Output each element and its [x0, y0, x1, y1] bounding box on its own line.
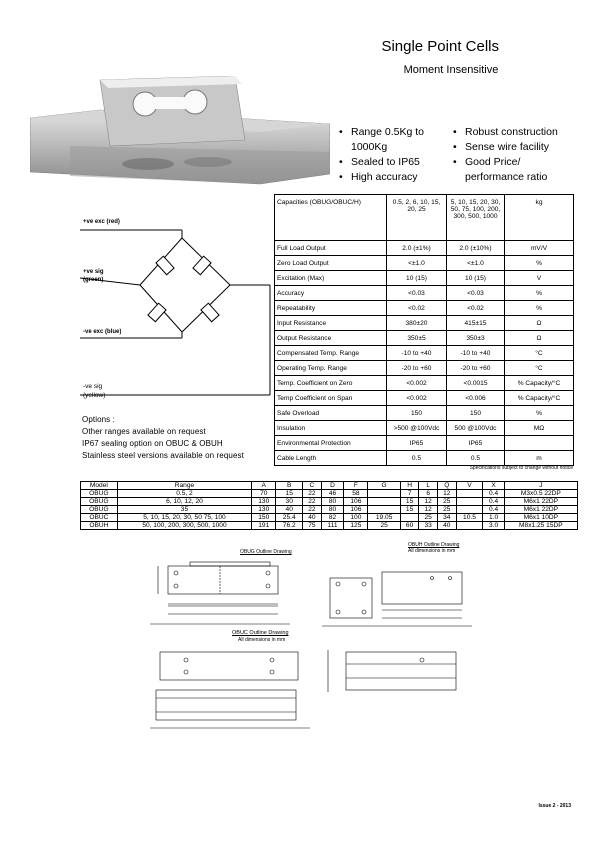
spec-cell-unit: mV/V: [505, 241, 574, 256]
model-header-cell: Range: [117, 482, 251, 490]
model-cell: 46: [321, 490, 344, 498]
model-header-cell: F: [344, 482, 368, 490]
page-subtitle: Moment Insensitive: [403, 64, 499, 76]
spec-cell-v1: 350±5: [387, 331, 447, 346]
spec-cell-v1: <±1.0: [387, 256, 447, 271]
model-header-cell: Model: [81, 482, 118, 490]
model-cell: 15: [400, 498, 419, 506]
spec-cell-label: Full Load Output: [275, 241, 387, 256]
model-cell: 12: [437, 490, 456, 498]
spec-cell-label: Excitation (Max): [275, 271, 387, 286]
obuh-title: OBUH Outline Drawing: [408, 542, 460, 548]
spec-cell-unit: %: [505, 406, 574, 421]
model-cell: [368, 490, 400, 498]
model-cell: 130: [252, 498, 276, 506]
spec-row: [275, 316, 574, 331]
feature-item: • High accuracy: [339, 170, 444, 185]
obuh-units: All dimensions in mm: [408, 548, 456, 554]
model-cell: 40: [437, 522, 456, 530]
feature-item: • Sense wire facility: [453, 140, 578, 155]
wire-pos-exc: +ve exc (red): [83, 219, 120, 225]
spec-row: [275, 406, 574, 421]
obuc-drawing: [150, 640, 325, 735]
spec-cell-v2: 150: [447, 406, 505, 421]
wiring-diagram: [80, 210, 275, 400]
spec-header-label: Capacities (OBUG/OBUC/H): [275, 195, 387, 241]
model-cell: 6, 10, 12, 20: [117, 498, 251, 506]
model-cell: 150: [252, 514, 276, 522]
spec-cell-v1: 380±20: [387, 316, 447, 331]
model-cell: 7: [400, 490, 419, 498]
model-body: [81, 490, 578, 530]
model-cell: OBUG: [81, 506, 118, 514]
model-cell: 19.05: [368, 514, 400, 522]
spec-header-row: [275, 195, 574, 241]
spec-cell-label: Output Resistance: [275, 331, 387, 346]
spec-cell-label: Insulation: [275, 421, 387, 436]
obuc-title: OBUC Outline Drawing: [232, 630, 289, 636]
spec-row: [275, 331, 574, 346]
model-cell: 34: [437, 514, 456, 522]
obuh-side-drawing: [322, 640, 472, 700]
page-title: Single Point Cells: [381, 38, 499, 55]
spec-cell-unit: % Capacity/°C: [505, 391, 574, 406]
spec-cell-unit: %: [505, 286, 574, 301]
spec-body: [275, 241, 574, 466]
model-cell: 106: [344, 506, 368, 514]
spec-cell-v1: <0.002: [387, 391, 447, 406]
spec-cell-v1: <0.02: [387, 301, 447, 316]
feature-item: • Good Price/ performance ratio: [453, 155, 578, 185]
model-header-cell: X: [483, 482, 504, 490]
spec-cell-v2: <0.006: [447, 391, 505, 406]
spec-cell-unit: MΩ: [505, 421, 574, 436]
spec-row: [275, 451, 574, 466]
model-cell: M6x1 10DP: [504, 514, 577, 522]
feature-item: • Range 0.5Kg to 1000Kg: [339, 125, 444, 155]
model-cell: 111: [321, 522, 344, 530]
model-cell: OBUG: [81, 490, 118, 498]
model-cell: 50, 100, 200, 300, 500, 1000: [117, 522, 251, 530]
spec-cell-label: Repeatability: [275, 301, 387, 316]
model-header-cell: A: [252, 482, 276, 490]
model-cell: 106: [344, 498, 368, 506]
model-cell: [456, 522, 483, 530]
spec-cell-v2: 0.5: [447, 451, 505, 466]
options-line: Other ranges available on request: [82, 427, 206, 436]
model-cell: 22: [303, 490, 322, 498]
spec-cell-v1: 150: [387, 406, 447, 421]
spec-cell-v2: -20 to +60: [447, 361, 505, 376]
spec-cell-v2: <0.02: [447, 301, 505, 316]
feature-item: • Sealed to IP65: [339, 155, 444, 170]
spec-header-unit: kg: [505, 195, 574, 241]
spec-cell-v1: 0.5: [387, 451, 447, 466]
model-cell: M6x1 22DP: [504, 498, 577, 506]
spec-cell-label: Operating Temp. Range: [275, 361, 387, 376]
model-cell: 33: [419, 522, 438, 530]
spec-cell-label: Zero Load Output: [275, 256, 387, 271]
model-header-cell: V: [456, 482, 483, 490]
model-header-cell: G: [368, 482, 400, 490]
model-cell: 100: [344, 514, 368, 522]
spec-cell-v2: 2.0 (±10%): [447, 241, 505, 256]
spec-cell-unit: °C: [505, 361, 574, 376]
model-cell: 15: [276, 490, 303, 498]
model-cell: 70: [252, 490, 276, 498]
model-cell: 60: [400, 522, 419, 530]
options-title: Options :: [82, 415, 115, 424]
spec-cell-unit: Ω: [505, 331, 574, 346]
model-cell: 125: [344, 522, 368, 530]
model-cell: [368, 498, 400, 506]
model-cell: OBUG: [81, 498, 118, 506]
spec-cell-unit: [505, 436, 574, 451]
spec-row: [275, 256, 574, 271]
model-row: [81, 522, 578, 530]
model-cell: 25: [419, 514, 438, 522]
obug-title: OBUG Outline Drawing: [240, 549, 292, 555]
model-cell: [456, 490, 483, 498]
spec-cell-v2: 10 (15): [447, 271, 505, 286]
model-row: [81, 498, 578, 506]
model-cell: 3.0: [483, 522, 504, 530]
spec-cell-unit: % Capacity/°C: [505, 376, 574, 391]
spec-cell-unit: V: [505, 271, 574, 286]
model-header-cell: B: [276, 482, 303, 490]
options-line: IP67 sealing option on OBUC & OBUH: [82, 439, 223, 448]
spec-cell-unit: %: [505, 301, 574, 316]
options-line: Stainless steel versions available on request: [82, 451, 244, 460]
model-cell: 6: [419, 490, 438, 498]
model-cell: 35: [117, 506, 251, 514]
model-cell: 0.4: [483, 498, 504, 506]
model-cell: 58: [344, 490, 368, 498]
spec-row: [275, 421, 574, 436]
model-row: [81, 490, 578, 498]
model-cell: OBUH: [81, 522, 118, 530]
spec-cell-v1: <0.03: [387, 286, 447, 301]
spec-cell-unit: %: [505, 256, 574, 271]
spec-cell-label: Safe Overload: [275, 406, 387, 421]
model-cell: 25: [437, 498, 456, 506]
model-header-cell: D: [321, 482, 344, 490]
spec-row: [275, 346, 574, 361]
model-table: [80, 481, 578, 530]
spec-cell-v1: 10 (15): [387, 271, 447, 286]
options-block: [82, 414, 244, 462]
model-cell: M3x0.5 22DP: [504, 490, 577, 498]
model-header-cell: Q: [437, 482, 456, 490]
footer-issue: Issue 2 - 2013: [538, 803, 571, 809]
spec-cell-label: Temp Coefficient on Span: [275, 391, 387, 406]
model-cell: 12: [419, 506, 438, 514]
model-header-cell: H: [400, 482, 419, 490]
model-header-cell: J: [504, 482, 577, 490]
spec-cell-v1: >500 @100Vdc: [387, 421, 447, 436]
spec-cell-v2: IP65: [447, 436, 505, 451]
model-cell: 30: [276, 498, 303, 506]
spec-cell-label: Temp. Coefficient on Zero: [275, 376, 387, 391]
model-cell: 1.0: [483, 514, 504, 522]
spec-table: [274, 194, 574, 466]
model-cell: [400, 514, 419, 522]
spec-row: [275, 301, 574, 316]
model-cell: 25: [437, 506, 456, 514]
model-header-cell: L: [419, 482, 438, 490]
model-cell: 25: [368, 522, 400, 530]
spec-cell-label: Cable Length: [275, 451, 387, 466]
model-cell: [368, 506, 400, 514]
spec-cell-v2: -10 to +40: [447, 346, 505, 361]
spec-cell-v2: <0.0015: [447, 376, 505, 391]
model-row: [81, 506, 578, 514]
spec-cell-v2: 500 @100Vdc: [447, 421, 505, 436]
obuc-units: All dimensions in mm: [238, 637, 286, 643]
spec-header-v1: 0.5, 2, 6, 10, 15, 20, 25: [387, 195, 447, 241]
spec-cell-v2: 415±15: [447, 316, 505, 331]
model-cell: 191: [252, 522, 276, 530]
model-cell: [456, 498, 483, 506]
model-cell: 40: [276, 506, 303, 514]
wire-neg-sig: -ve sig (yellow): [83, 383, 106, 399]
spec-row: [275, 271, 574, 286]
model-cell: 76.2: [276, 522, 303, 530]
model-cell: 130: [252, 506, 276, 514]
spec-row: [275, 241, 574, 256]
model-cell: OBUC: [81, 514, 118, 522]
wire-pos-sig: +ve sig (green): [83, 269, 104, 283]
model-cell: 22: [303, 506, 322, 514]
model-cell: M6x1 22DP: [504, 506, 577, 514]
obug-drawing: [150, 548, 320, 630]
model-cell: 0.4: [483, 506, 504, 514]
model-cell: 80: [321, 498, 344, 506]
spec-cell-v2: <0.03: [447, 286, 505, 301]
spec-row: [275, 361, 574, 376]
spec-cell-v1: -10 to +40: [387, 346, 447, 361]
features-left: [339, 125, 444, 185]
spec-cell-v1: IP65: [387, 436, 447, 451]
spec-cell-unit: °C: [505, 346, 574, 361]
model-cell: 12: [419, 498, 438, 506]
model-cell: [456, 506, 483, 514]
feature-item: • Robust construction: [453, 125, 578, 140]
model-row: [81, 514, 578, 522]
model-cell: 15: [400, 506, 419, 514]
spec-note: Specifications subject to change without notice: [469, 465, 573, 471]
spec-row: [275, 436, 574, 451]
model-cell: 0.5, 2: [117, 490, 251, 498]
spec-cell-v1: 2.0 (±1%): [387, 241, 447, 256]
model-header-cell: C: [303, 482, 322, 490]
spec-cell-label: Input Resistance: [275, 316, 387, 331]
spec-cell-v2: 350±3: [447, 331, 505, 346]
spec-row: [275, 286, 574, 301]
spec-cell-v1: -20 to +60: [387, 361, 447, 376]
model-cell: 10.5: [456, 514, 483, 522]
model-cell: 82: [321, 514, 344, 522]
model-cell: 40: [303, 514, 322, 522]
model-cell: 75: [303, 522, 322, 530]
model-header-row: [81, 482, 578, 490]
spec-header-v2: 5, 10, 15, 20, 30, 50, 75, 100, 200, 300, 500, 1000: [447, 195, 505, 241]
wire-neg-exc: -ve exc (blue): [83, 329, 122, 335]
obuh-drawing: [322, 548, 472, 630]
spec-cell-label: Compensated Temp. Range: [275, 346, 387, 361]
model-cell: 5, 10, 15, 20, 30, 50 75, 100: [117, 514, 251, 522]
model-cell: 80: [321, 506, 344, 514]
model-cell: 0.4: [483, 490, 504, 498]
spec-cell-v2: <±1.0: [447, 256, 505, 271]
model-cell: 22: [303, 498, 322, 506]
model-cell: M8x1.25 15DP: [504, 522, 577, 530]
spec-cell-unit: Ω: [505, 316, 574, 331]
spec-row: [275, 391, 574, 406]
spec-row: [275, 376, 574, 391]
spec-cell-label: Accuracy: [275, 286, 387, 301]
spec-cell-label: Environmental Protection: [275, 436, 387, 451]
spec-cell-unit: m: [505, 451, 574, 466]
model-cell: 25.4: [276, 514, 303, 522]
load-cell-photo: [30, 76, 330, 186]
features-right: [453, 125, 578, 185]
spec-cell-v1: <0.002: [387, 376, 447, 391]
